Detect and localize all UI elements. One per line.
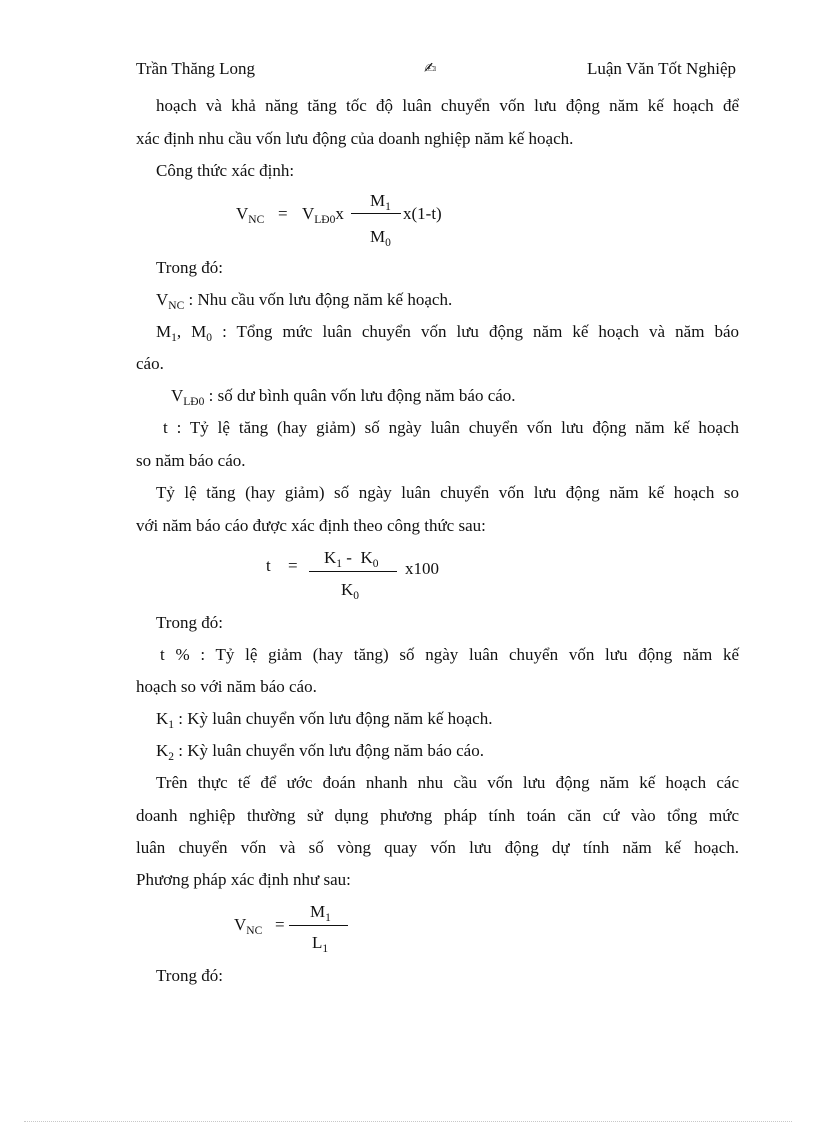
paragraph-line: so năm báo cáo. — [136, 451, 246, 470]
fraction-bar — [351, 213, 401, 214]
paragraph-line: hoạch và khả năng tăng tốc độ luân chuyển vốn lưu động năm kế hoạch để — [156, 96, 739, 115]
header-doc-title: Luận Văn Tốt Nghiệp — [586, 59, 736, 78]
header-author: Trần Thăng Long — [136, 59, 255, 78]
where-label: Trong đó: — [156, 613, 223, 632]
paragraph-line: Phương pháp xác định như sau: — [136, 870, 351, 889]
paragraph-line: xác định nhu cầu vốn lưu động của doanh nghiệp năm kế hoạch. — [136, 129, 574, 148]
paragraph-line: doanh nghiệp thường sử dụng phương pháp tính toán căn cứ vào tổng mức — [136, 806, 739, 825]
formula-intro: Công thức xác định: — [156, 161, 295, 180]
paragraph-line: với năm báo cáo được xác định theo công thức sau: — [136, 516, 486, 535]
definition-t-percent: t % : Tỷ lệ giảm (hay tăng) số ngày luân chuyển vốn lưu động năm kế — [160, 645, 739, 664]
fraction-bar — [289, 925, 348, 926]
definition-vld0: $V_{LĐ0}$ : số dư bình quân vốn lưu động năm báo cáo. — [171, 386, 516, 408]
paragraph-line: Tỷ lệ tăng (hay giảm) số ngày luân chuyển vốn lưu động năm kế hoạch so — [156, 483, 739, 502]
quill-icon: ✍ — [424, 59, 437, 77]
paragraph-line: luân chuyển vốn và số vòng quay vốn lưu động dự tính năm kế hoạch. — [136, 838, 739, 857]
definition-k2: $K_2$ : Kỳ luân chuyển vốn lưu động năm báo cáo. — [156, 741, 484, 763]
definition-m: $M_1$, $M_0$ : Tổng mức luân chuyển vốn lưu động năm kế hoạch và năm báo — [156, 322, 740, 344]
where-label: Trong đó: — [156, 966, 223, 985]
paragraph-line: Trên thực tế để ước đoán nhanh nhu cầu vốn lưu động năm kế hoạch các — [156, 773, 739, 792]
paragraph-line: cáo. — [136, 354, 164, 373]
paragraph-line: hoạch so với năm báo cáo. — [136, 677, 317, 696]
where-label: Trong đó: — [156, 258, 223, 277]
definition-t: t : Tỷ lệ tăng (hay giảm) số ngày luân chuyển vốn lưu động năm kế hoạch — [163, 418, 739, 437]
definition-vnc: $V_{NC}$ : Nhu cầu vốn lưu động năm kế hoạch. — [156, 290, 453, 312]
definition-k1: $K_1$ : Kỳ luân chuyển vốn lưu động năm kế hoạch. — [156, 709, 493, 731]
fraction-bar — [309, 571, 397, 572]
page-bottom-border — [24, 1121, 792, 1122]
